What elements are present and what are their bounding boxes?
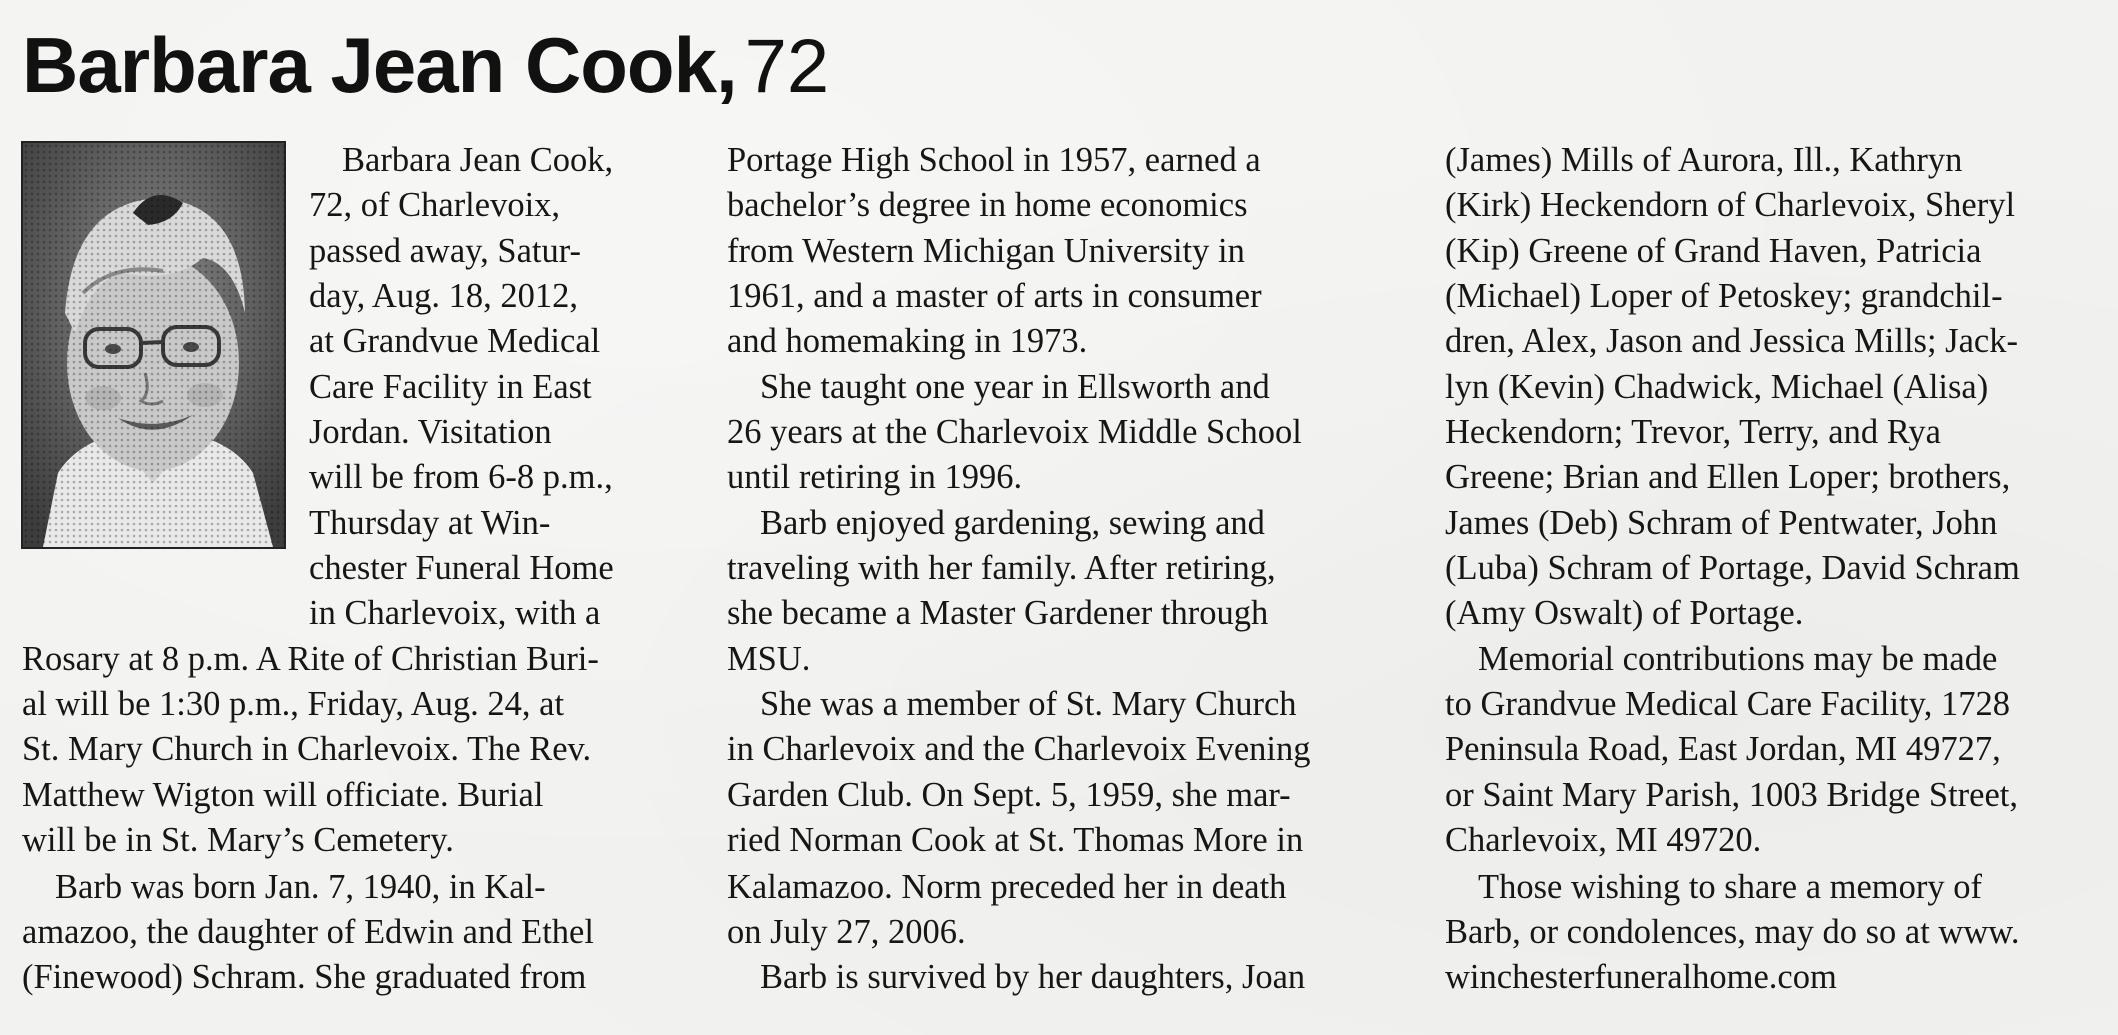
- text-line: 1961, and a master of arts in consumer: [727, 277, 1262, 315]
- text-line: bachelor’s degree in home economics: [727, 186, 1248, 224]
- text-line: Garden Club. On Sept. 5, 1959, she mar-: [727, 776, 1291, 814]
- column-3: [1443, 0, 2118, 1035]
- text-line: and homemaking in 1973.: [727, 322, 1088, 360]
- text-line: She was a member of St. Mary Church: [760, 685, 1297, 723]
- text-line: Heckendorn; Trevor, Terry, and Rya: [1445, 413, 1941, 451]
- text-line: on July 27, 2006.: [727, 913, 966, 951]
- text-line: will be from 6-8 p.m.,: [309, 458, 613, 496]
- text-line: to Grandvue Medical Care Facility, 1728: [1445, 685, 2010, 723]
- text-line: in Charlevoix and the Charlevoix Evening: [727, 730, 1311, 768]
- text-line: Memorial contributions may be made: [1478, 640, 1998, 678]
- text-line: day, Aug. 18, 2012,: [309, 277, 578, 315]
- text-line: (Finewood) Schram. She graduated from: [22, 958, 587, 996]
- text-line: chester Funeral Home: [309, 549, 614, 587]
- text-line: (Kirk) Heckendorn of Charlevoix, Sheryl: [1445, 186, 2016, 224]
- text-line: lyn (Kevin) Chadwick, Michael (Alisa): [1445, 368, 1989, 406]
- text-line: Those wishing to share a memory of: [1478, 868, 1982, 906]
- text-line: St. Mary Church in Charlevoix. The Rev.: [22, 730, 592, 768]
- text-line: or Saint Mary Parish, 1003 Bridge Street,: [1445, 776, 2019, 814]
- text-line: traveling with her family. After retiring,: [727, 549, 1276, 587]
- text-line: Barb, or condolences, may do so at www.: [1445, 913, 2020, 951]
- text-line: in Charlevoix, with a: [309, 594, 601, 632]
- text-line: Thursday at Win-: [309, 504, 551, 542]
- text-line: Jordan. Visitation: [309, 413, 552, 451]
- headline-name: Barbara Jean Cook,: [22, 21, 737, 109]
- text-line: (Luba) Schram of Portage, David Schram: [1445, 549, 2020, 587]
- text-line: (Michael) Loper of Petoskey; grandchil-: [1445, 277, 2003, 315]
- text-line: amazoo, the daughter of Edwin and Ethel: [22, 913, 594, 951]
- text-line: Peninsula Road, East Jordan, MI 49727,: [1445, 730, 2001, 768]
- text-line: Barb was born Jan. 7, 1940, in Kal-: [55, 868, 546, 906]
- column-1: [0, 0, 690, 1035]
- text-line: (James) Mills of Aurora, Ill., Kathryn: [1445, 141, 1963, 179]
- text-line: winchesterfuneralhome.com: [1445, 958, 1837, 996]
- text-line: at Grandvue Medical: [309, 322, 601, 360]
- text-line: she became a Master Gardener through: [727, 594, 1269, 632]
- text-line: al will be 1:30 p.m., Friday, Aug. 24, at: [22, 685, 565, 723]
- text-line: dren, Alex, Jason and Jessica Mills; Jack-: [1445, 322, 2018, 360]
- text-line: until retiring in 1996.: [727, 458, 1023, 496]
- headline-age: 72: [744, 24, 830, 109]
- text-line: 72, of Charlevoix,: [309, 186, 561, 224]
- text-line: Greene; Brian and Ellen Loper; brothers,: [1445, 458, 2011, 496]
- text-line: She taught one year in Ellsworth and: [760, 368, 1270, 406]
- text-line: from Western Michigan University in: [727, 232, 1245, 270]
- text-line: 26 years at the Charlevoix Middle School: [727, 413, 1302, 451]
- text-line: Matthew Wigton will officiate. Burial: [22, 776, 544, 814]
- text-line: Barb is survived by her daughters, Joan: [760, 958, 1306, 996]
- text-line: Rosary at 8 p.m. A Rite of Christian Buri-: [22, 640, 599, 678]
- text-line: Barbara Jean Cook,: [342, 141, 614, 179]
- text-line: Care Facility in East: [309, 368, 592, 406]
- text-line: James (Deb) Schram of Pentwater, John: [1445, 504, 1998, 542]
- text-line: passed away, Satur-: [309, 232, 582, 270]
- text-line: ried Norman Cook at St. Thomas More in: [727, 821, 1304, 859]
- text-line: Kalamazoo. Norm preceded her in death: [727, 868, 1287, 906]
- text-line: will be in St. Mary’s Cemetery.: [22, 821, 454, 859]
- text-line: Charlevoix, MI 49720.: [1445, 821, 1762, 859]
- text-line: MSU.: [727, 640, 811, 678]
- text-line: Portage High School in 1957, earned a: [727, 141, 1261, 179]
- text-line: Barb enjoyed gardening, sewing and: [760, 504, 1265, 542]
- text-line: (Amy Oswalt) of Portage.: [1445, 594, 1804, 632]
- column-2: [725, 0, 1415, 1035]
- text-line: (Kip) Greene of Grand Haven, Patricia: [1445, 232, 1982, 270]
